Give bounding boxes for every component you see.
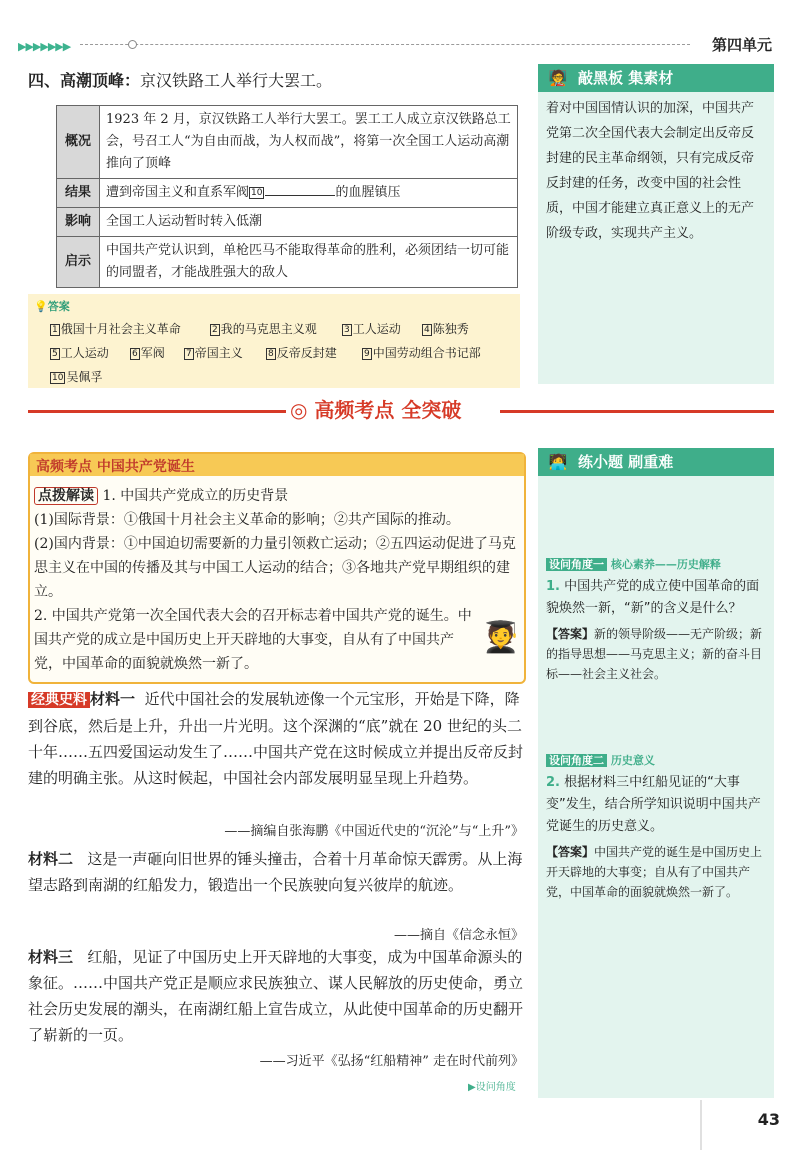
material-three bbox=[28, 944, 528, 1048]
material-three-text: 红船，见证了中国历史上开天辟地的大事变，成为中国革命源头的象征。……中国共产党正是顺应求民族独立、谋人民解放的历史使命，勇立社会历史发展的潮头，在南湖红船上宣告成立，从此使中国革命的历史翻开了崭新的一页。 bbox=[28, 948, 524, 1044]
material-three-label: 材料三 bbox=[28, 948, 74, 966]
topic-body bbox=[34, 484, 518, 676]
row-label-result: 结果 bbox=[57, 179, 100, 208]
row-label-overview: 概况 bbox=[57, 106, 100, 179]
header-divider bbox=[80, 44, 690, 45]
lightbulb-icon: 💡 bbox=[34, 300, 48, 313]
answer-item: 7 帝国主义 bbox=[186, 346, 243, 360]
question-angle-hint: ▶设问角度 bbox=[468, 1082, 516, 1093]
topic-line-3: (2)国内背景：①中国迫切需要新的力量引领救亡运动；②五四运动促进了马克思主义在中国的传播及其与中国工人运动的结合；③各地共产党早期组织的建立。 bbox=[34, 536, 516, 600]
result-pre: 遭到帝国主义和直系军阀 bbox=[106, 185, 250, 200]
section-four-title bbox=[28, 68, 332, 91]
answer-item: 1 俄国十月社会主义革命 bbox=[52, 322, 181, 336]
material-two-text: 这是一声砸向旧世界的锤头撞击，合着十月革命惊天霹雳。从上海望志路到南湖的红船发力，锻造出一个民族驶向复兴彼岸的航迹。 bbox=[28, 850, 523, 894]
practice-sidebar-title: 🧑‍💻 练小题 刷重难 bbox=[538, 448, 774, 476]
question-one: 1. 中国共产党的成立使中国革命的面貌焕然一新，“新”的含义是什么？ bbox=[546, 579, 760, 616]
answer-item: 4 陈独秀 bbox=[424, 322, 469, 336]
answer-item: 2 我的马克思主义观 bbox=[212, 322, 317, 336]
topic-line-1: 点拨解读 1. 中国共产党成立的历史背景 bbox=[34, 484, 518, 508]
question-angle-one: 设问角度一 核心素养——历史解释 bbox=[546, 556, 721, 572]
banner-line-right bbox=[500, 410, 774, 413]
row-content-overview: 1923 年 2 月，京汉铁路工人举行大罢工。罢工工人成立京汉铁路总工会，号召工人“为自由而战，为人权而战”，将第一次全国工人运动高潮推向了顶峰 bbox=[100, 106, 518, 179]
page-divider bbox=[700, 1100, 702, 1150]
row-content-impact: 全国工人运动暂时转入低潮 bbox=[100, 208, 518, 237]
interpretation-tag: 点拨解读 bbox=[34, 487, 98, 505]
row-label-lesson: 启示 bbox=[57, 237, 100, 288]
material-two-source: ——摘自《信念永恒》 bbox=[393, 928, 524, 943]
answers-label: 💡答案 bbox=[34, 300, 70, 313]
teacher-icon: 🧑‍🏫 bbox=[548, 69, 568, 87]
material-three-source: ——习近平《弘扬“红船精神” 走在时代前列》 bbox=[259, 1054, 524, 1069]
hot-topics-banner: ◎ 高频考点 全突破 bbox=[290, 398, 462, 422]
unit-title: 第四单元 bbox=[711, 36, 772, 54]
material-two-label: 材料二 bbox=[28, 850, 74, 868]
knowledge-sidebar-text: 着对中国国情认识的加深，中国共产党第二次全国代表大会制定出反帝反封建的民主革命纲领，只有完成反帝反封建的任务，改变中国的社会性质，中国才能建立真正意义上的无产阶级专政，实现共产主义。 bbox=[546, 101, 755, 241]
result-post: 的血腥镇压 bbox=[335, 185, 401, 200]
answer-item: 10 吴佩孚 bbox=[52, 370, 103, 384]
answer-item: 5 工人运动 bbox=[52, 346, 109, 360]
blank-number: 10 bbox=[251, 187, 263, 198]
student-reading-icon: 🧑‍🎓 bbox=[482, 620, 520, 655]
header-arrows: ▶▶▶▶▶▶▶ bbox=[18, 40, 71, 53]
topic-line-4: 2. 中国共产党第一次全国代表大会的召开标志着中国共产党的诞生。中国共产党的成立是中国历史上开天辟地的大事变，自从有了中国共产党，中国革命的面貌就焕然一新了。 bbox=[34, 608, 472, 672]
page-number: 43 bbox=[757, 1110, 780, 1129]
answer-two: 【答案】中国共产党的诞生是中国历史上开天辟地的大事变；自从有了中国共产党，中国革命的面貌就焕然一新了。 bbox=[546, 845, 763, 899]
row-content-result bbox=[100, 179, 518, 208]
material-one-text: 近代中国社会的发展轨迹像一个元宝形，开始是下降，降到谷底，然后是上升，升出一片光明。这个深渊的“底”就在 20 世纪的头二十年……五四爱国运动发生了……中国共产党在这时候成立并提出反帝反封建的明确主张。从这时候起，中国社会内部发展明显呈现上升趋势。 bbox=[28, 690, 524, 787]
answer-item: 8 反帝反封建 bbox=[268, 346, 337, 360]
knowledge-sidebar-title: 🧑‍🏫 敲黑板 集素材 bbox=[538, 64, 774, 92]
answer-item: 3 工人运动 bbox=[344, 322, 401, 336]
target-icon: ◎ bbox=[290, 398, 308, 422]
answer-item: 6 军阀 bbox=[132, 346, 165, 360]
material-one bbox=[28, 686, 528, 791]
section-four-title-rest: 京汉铁路工人举行大罢工。 bbox=[140, 71, 333, 90]
question-angle-two: 设问角度二 历史意义 bbox=[546, 752, 655, 768]
answer-item: 9 中国劳动组合书记部 bbox=[364, 346, 481, 360]
question-two: 2. 根据材料三中红船见证的“大事变”发生，结合所学知识说明中国共产党诞生的历史意义。 bbox=[546, 775, 761, 834]
material-one-source: ——摘编自张海鹏《中国近代史的“沉沦”与“上升”》 bbox=[224, 824, 524, 839]
banner-line-left bbox=[28, 410, 286, 413]
student-icon: 🧑‍💻 bbox=[548, 453, 568, 471]
answer-one: 【答案】新的领导阶级——无产阶级；新的指导思想——马克思主义；新的奋斗目标——社会主义社会。 bbox=[546, 627, 763, 681]
row-label-impact: 影响 bbox=[57, 208, 100, 237]
section-four-title-bold: 四、高潮顶峰： bbox=[28, 71, 141, 90]
material-one-label: 材料一 bbox=[90, 690, 136, 708]
row-content-lesson: 中国共产党认识到，单枪匹马不能取得革命的胜利，必须团结一切可能的同盟者，才能战胜强大的敌人 bbox=[100, 237, 518, 288]
header-dot bbox=[128, 40, 137, 49]
strike-info-table bbox=[56, 105, 518, 288]
topic-line-2: (1)国际背景：①俄国十月社会主义革命的影响；②共产国际的推动。 bbox=[34, 512, 460, 528]
fill-blank[interactable] bbox=[265, 195, 335, 196]
material-two bbox=[28, 846, 528, 898]
classic-sources-tag: 经典史料 bbox=[28, 692, 90, 708]
topic-title: 高频考点 中国共产党诞生 bbox=[36, 459, 195, 475]
knowledge-sidebar bbox=[538, 64, 774, 384]
